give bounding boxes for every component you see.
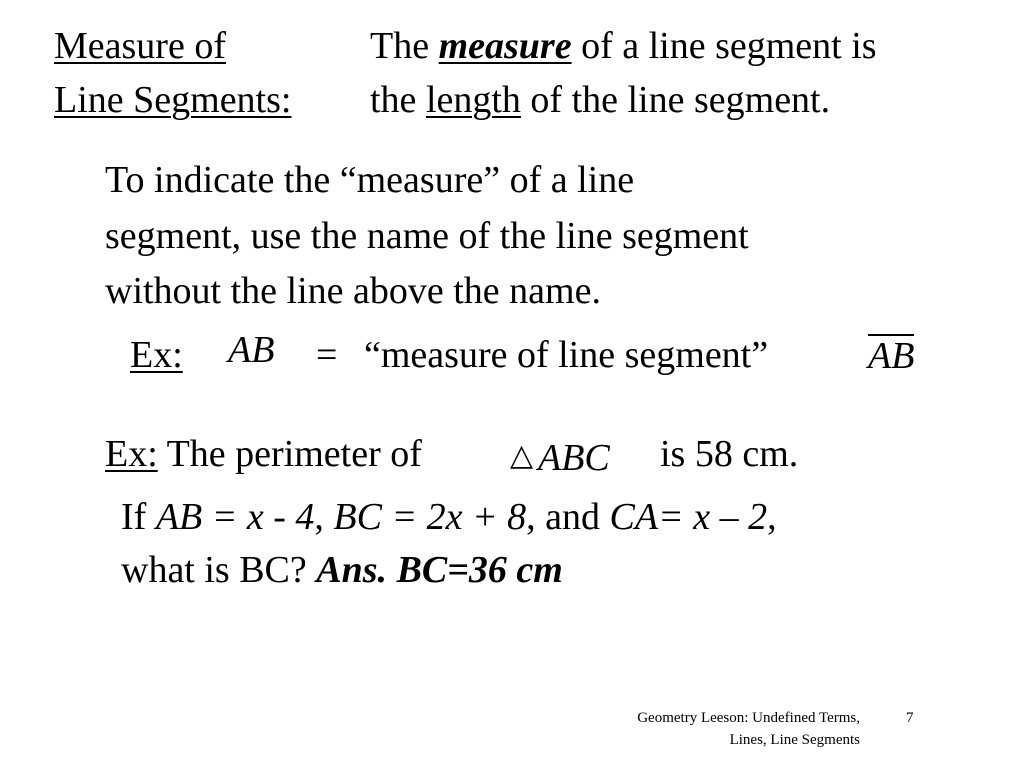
example2-comma2: ,: [767, 496, 777, 538]
instruction-line1: To indicate the “measure” of a line: [105, 159, 635, 201]
instruction-line2: segment, use the name of the line segment: [105, 215, 749, 257]
example2-ab-expression: AB = x - 4: [155, 496, 315, 538]
definition-length-term: length: [425, 79, 521, 121]
segment-overline-symbol: AB: [868, 335, 915, 377]
example2-label: Ex:: [105, 433, 158, 475]
definition-the: The: [370, 25, 439, 67]
triangle-symbol: △: [510, 439, 534, 472]
heading-line2: Line Segments:: [54, 79, 292, 121]
answer-value: BC=36 cm: [387, 549, 563, 591]
definition-line2: [370, 72, 830, 128]
triangle-name: ABC: [538, 437, 610, 479]
example2-line2: [121, 489, 777, 545]
example2-line1: [105, 426, 422, 482]
heading-line1: Measure of: [54, 25, 226, 67]
example1-segment-name: AB: [228, 329, 275, 371]
definition-line2-end: of the line segment.: [520, 79, 831, 121]
instruction-line3: without the line above the name.: [105, 270, 601, 312]
footer-line1: Geometry Leeson: Undefined Terms,: [637, 710, 860, 726]
example1-segment-overlined: [868, 328, 914, 384]
footer-line2: Lines, Line Segments: [729, 732, 860, 748]
definition-measure-term: measure: [438, 25, 572, 67]
example1-equals: =: [316, 334, 338, 376]
example2-ca-expression: CA= x – 2: [609, 496, 768, 538]
example2-bc-expression: BC = 2x + 8: [333, 496, 527, 538]
example2-question: what is BC?: [121, 549, 317, 591]
example1-text: “measure of line segment”: [364, 334, 769, 376]
example2-if: If: [121, 496, 156, 538]
example2-line3: [121, 542, 563, 598]
example2-and: , and: [526, 496, 610, 538]
answer-label: Ans.: [316, 549, 388, 591]
page-number: 7: [906, 710, 914, 726]
example2-comma1: ,: [314, 496, 334, 538]
example2-text-start: The perimeter of: [157, 433, 422, 475]
example1-label: Ex:: [130, 334, 183, 376]
definition-line1: [370, 18, 877, 74]
definition-line2-start: the: [370, 79, 426, 121]
definition-rest1: of a line segment is: [571, 25, 877, 67]
example2-text-end: is 58 cm.: [660, 433, 799, 475]
footer-text: [560, 707, 860, 751]
